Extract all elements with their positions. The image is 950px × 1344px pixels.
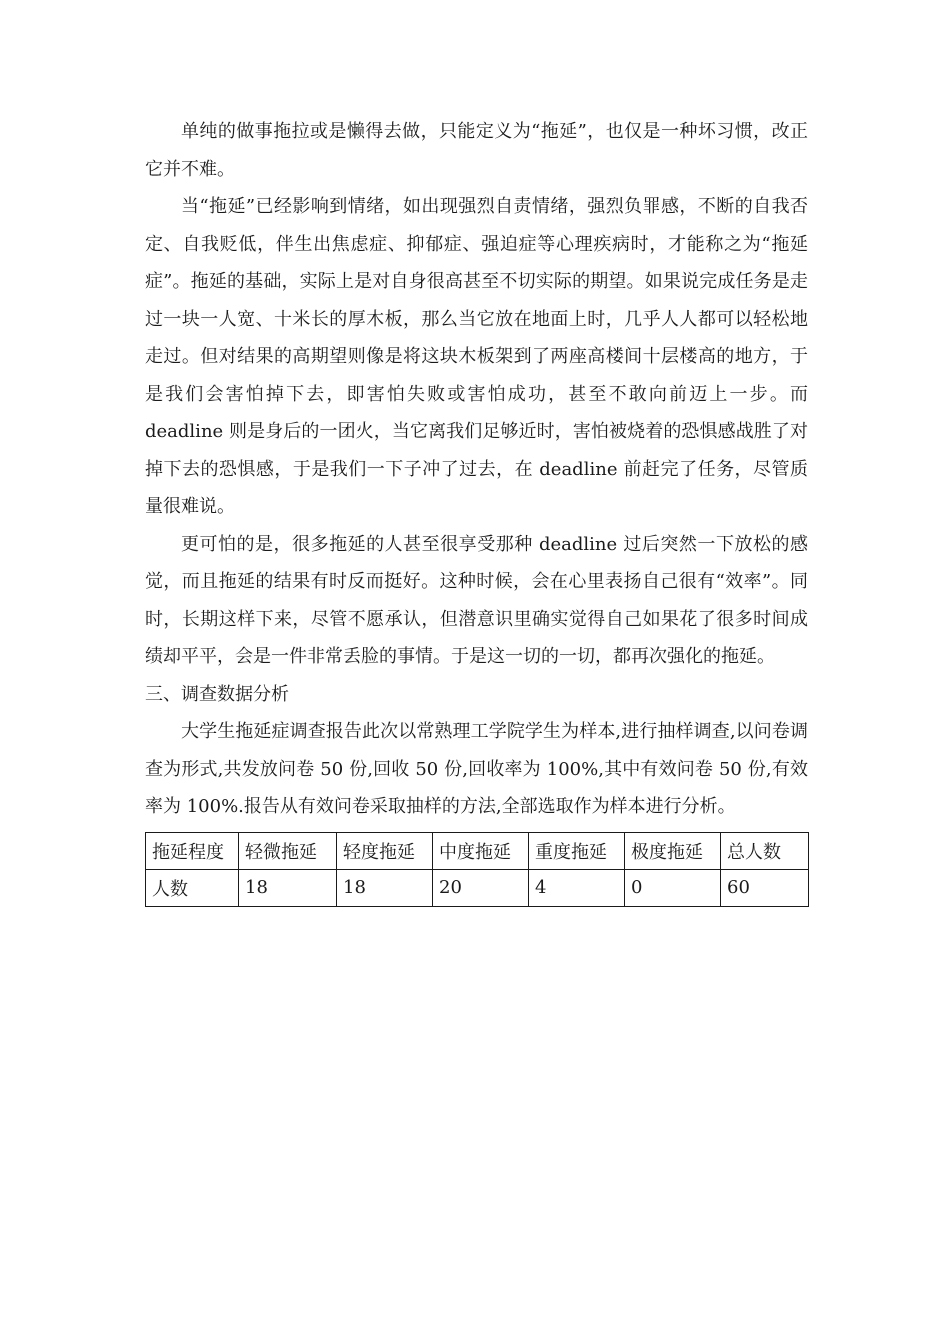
table-cell: 18: [337, 869, 433, 906]
table-header-cell: 极度拖延: [625, 832, 721, 869]
table-cell: 60: [721, 869, 809, 906]
paragraph-survey-description: 大学生拖延症调查报告此次以常熟理工学院学生为样本,进行抽样调查,以问卷调查为形式,共发放问卷 50 份,回收 50 份,回收率为 100%,其中有效问卷 50 份,有效率为 100%.报告从有效问卷采取抽样的方法,全部选取作为样本进行分析。: [145, 721, 808, 817]
section-heading: 三、调查数据分析: [145, 683, 289, 705]
document-body: [145, 113, 808, 907]
table-cell: 18: [239, 869, 337, 906]
table-cell: 20: [433, 869, 529, 906]
table-header-cell: 拖延程度: [146, 832, 239, 869]
table-header-cell: 中度拖延: [433, 832, 529, 869]
table-header-cell: 重度拖延: [529, 832, 625, 869]
table-cell: 0: [625, 869, 721, 906]
table-header-cell: 总人数: [721, 832, 809, 869]
survey-table: [145, 832, 809, 907]
paragraph-procrastination-syndrome: 当“拖延”已经影响到情绪，如出现强烈自责情绪，强烈负罪感，不断的自我否定、自我贬低，伴生出焦虑症、抑郁症、强迫症等心理疾病时，才能称之为“拖延症”。拖延的基础，实际上是对自身很高甚至不切实际的期望。如果说完成任务是走过一块一人宽、十米长的厚木板，那么当它放在地面上时，几乎人人都可以轻松地走过。但对结果的高期望则像是将这块木板架到了两座高楼间十层楼高的地方，于是我们会害怕掉下去，即害怕失败或害怕成功，甚至不敢向前迈上一步。而 deadline 则是身后的一团火，当它离我们足够近时，害怕被烧着的恐惧感战胜了对掉下去的恐惧感，于是我们一下子冲了过去，在 deadline 前赶完了任务，尽管质量很难说。: [145, 196, 808, 517]
paragraph-deadline-relief: 更可怕的是，很多拖延的人甚至很享受那种 deadline 过后突然一下放松的感觉，而且拖延的结果有时反而挺好。这种时候，会在心里表扬自己很有“效率”。同时，长期这样下来，尽管不愿承认，但潜意识里确实觉得自己如果花了很多时间成绩却平平，会是一件非常丢脸的事情。于是这一切的一切，都再次强化的拖延。: [145, 533, 808, 667]
paragraph-procrastination-definition: 单纯的做事拖拉或是懒得去做，只能定义为“拖延”，也仅是一种坏习惯，改正它并不难。: [145, 121, 808, 180]
table-cell: 人数: [146, 869, 239, 906]
table-row: [146, 869, 809, 906]
table-header-row: [146, 832, 809, 869]
table-header-cell: 轻微拖延: [239, 832, 337, 869]
table-header-cell: 轻度拖延: [337, 832, 433, 869]
table-cell: 4: [529, 869, 625, 906]
